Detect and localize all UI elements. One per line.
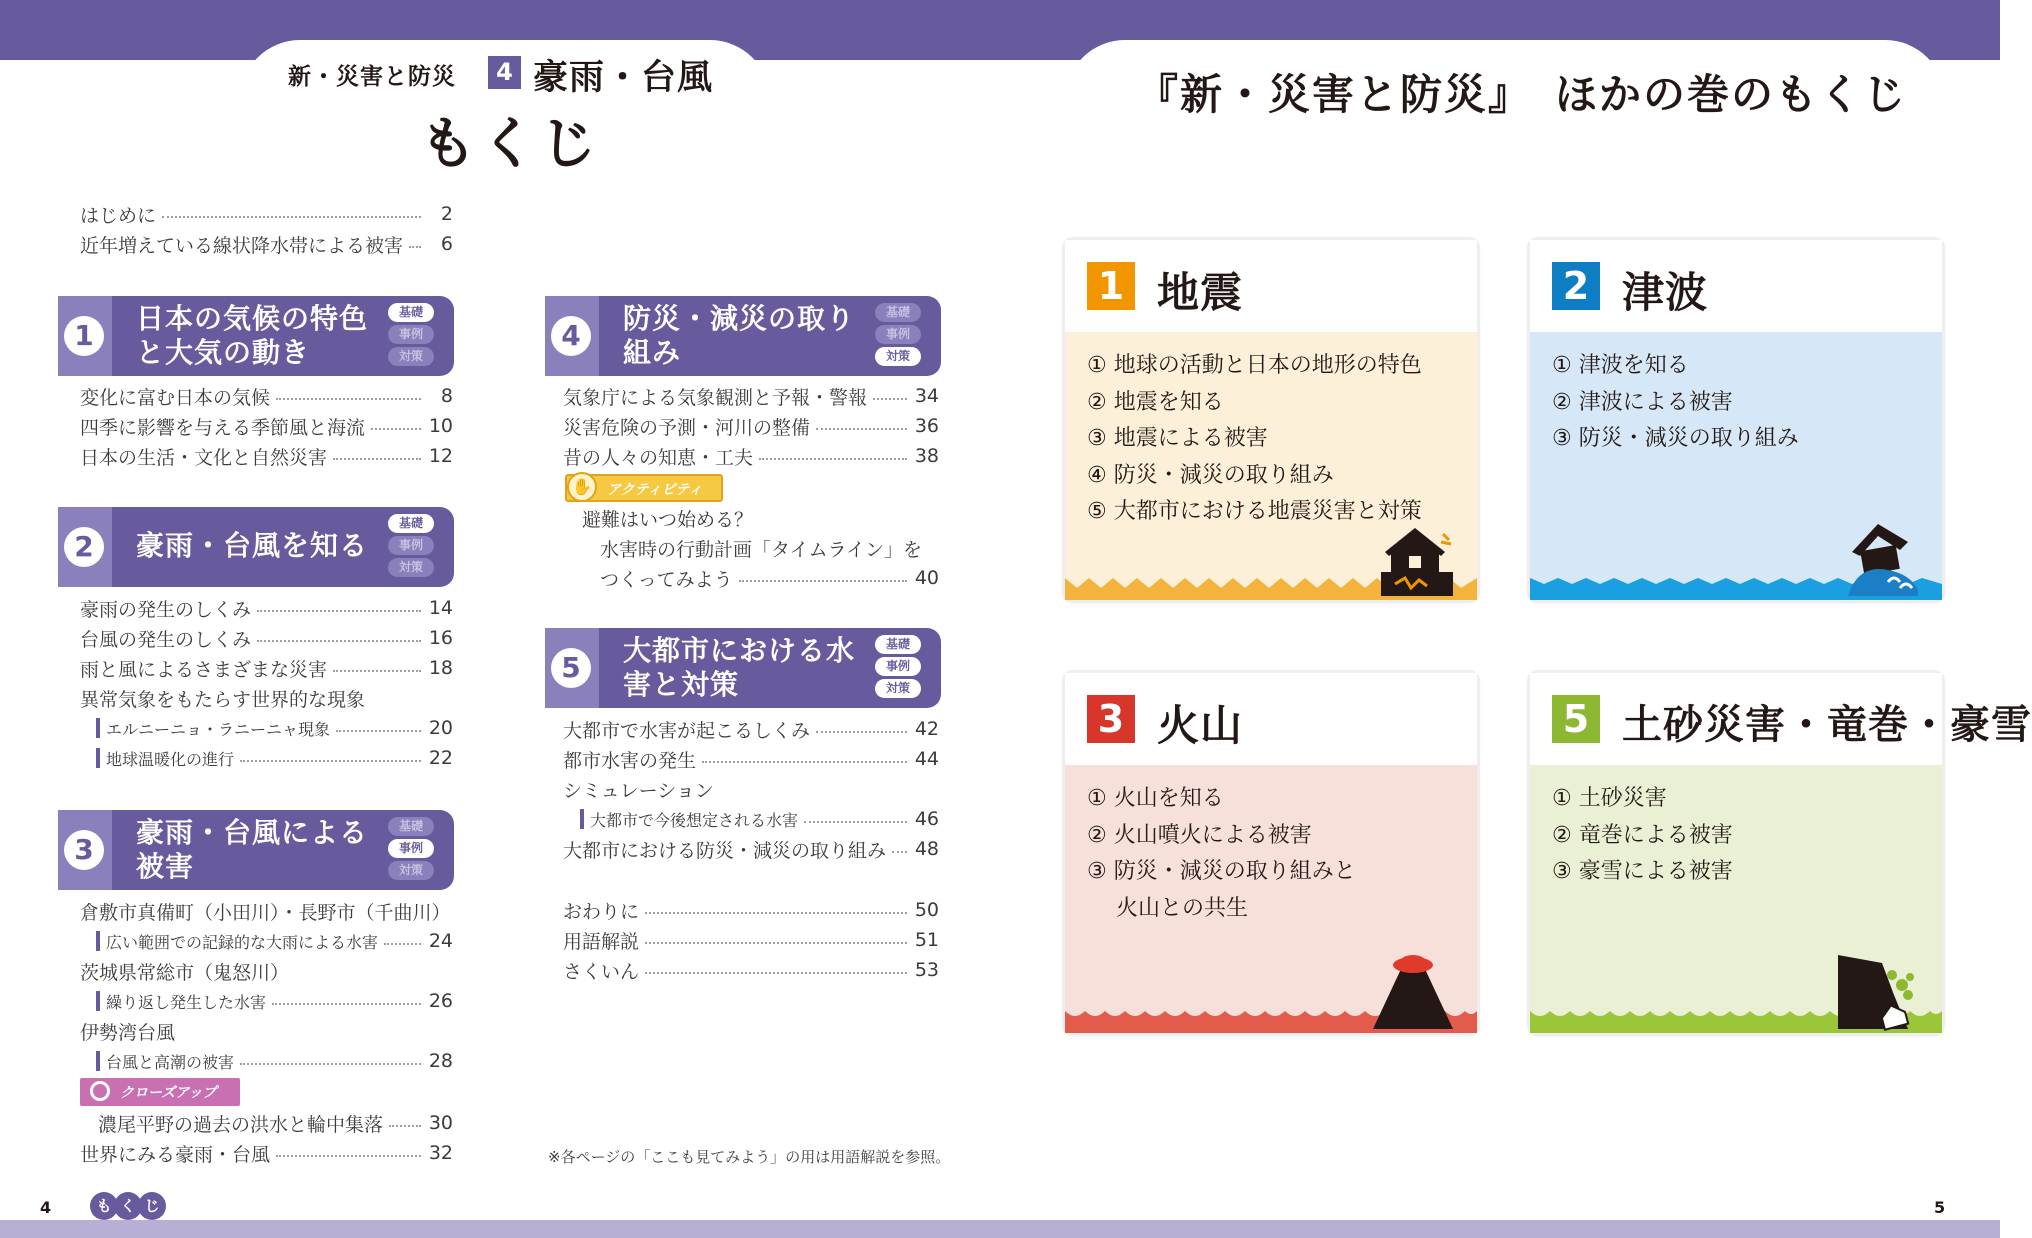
- chapter-2-header[interactable]: [58, 507, 454, 587]
- toc-entry[interactable]: 昔の人々の知恵・工夫 38: [563, 445, 939, 469]
- toc-entry[interactable]: 豪雨の発生のしくみ 14: [80, 597, 453, 621]
- volume-card-1[interactable]: [1065, 240, 1477, 600]
- chapter-tags: 基礎 事例 対策: [388, 817, 434, 883]
- chapter-3-header[interactable]: [58, 810, 454, 890]
- volcano-icon: [1373, 953, 1453, 1029]
- toc-entry[interactable]: 異常気象をもたらす世界的な現象: [80, 688, 366, 711]
- toc-entry[interactable]: 茨城県常総市（鬼怒川）: [80, 961, 290, 984]
- volume-card-3[interactable]: [1065, 673, 1477, 1033]
- volume-title: 津波: [1622, 268, 1709, 317]
- toc-entry[interactable]: 台風の発生のしくみ 16: [80, 627, 453, 651]
- hand-icon: ✋: [567, 472, 597, 502]
- volume-number: 3: [1087, 695, 1135, 743]
- chapter-number: 1: [64, 316, 104, 356]
- toc-entry[interactable]: 避難はいつ始める？: [582, 508, 754, 531]
- landslide-icon: [1838, 955, 1918, 1029]
- volume-title: 豪雨・台風: [533, 58, 714, 98]
- toc-entry[interactable]: 近年増えている線状降水帯による被害 6: [80, 233, 453, 257]
- toc-entry[interactable]: 大都市で水害が起こるしくみ 42: [563, 718, 939, 742]
- volume-number-badge: 4: [488, 56, 521, 89]
- page-number-left: 4: [40, 1198, 52, 1217]
- toc-subentry[interactable]: 台風と高潮の被害 28: [96, 1048, 453, 1074]
- toc-entry[interactable]: はじめに 2: [80, 203, 453, 227]
- chapter-title: 豪雨・台風を知る: [136, 529, 369, 562]
- tsunami-house-icon: [1848, 520, 1918, 596]
- chapter-title: 豪雨・台風による被害: [136, 816, 369, 883]
- toc-entry[interactable]: 大都市における防災・減災の取り組み 48: [563, 838, 939, 862]
- chapter-4-header[interactable]: [545, 296, 941, 376]
- volume-contents: ① 津波を知る ② 津波による被害 ③ 防災・減災の取り組み: [1552, 353, 1799, 451]
- moku-footer-label: も く じ: [90, 1192, 162, 1220]
- magnifier-icon: [90, 1081, 110, 1101]
- chapter-number: 4: [551, 316, 591, 356]
- toc-entry[interactable]: 濃尾平野の過去の洪水と輪中集落 30: [98, 1112, 453, 1136]
- volume-title: 地震: [1157, 268, 1244, 317]
- volume-number: 2: [1552, 262, 1600, 310]
- bottom-band: [0, 1220, 2000, 1238]
- volume-card-5[interactable]: [1530, 673, 2032, 1033]
- page-number-right: 5: [1934, 1198, 1946, 1217]
- footnote: ※各ページの「ここも見てみよう」の用は用語解説を参照。: [548, 1148, 951, 1166]
- other-volumes-heading: 『新・災害と防災』 ほかの巻のもくじ: [1136, 70, 1908, 119]
- toc-entry[interactable]: 倉敷市真備町（小田川）・長野市（千曲川）: [80, 901, 451, 924]
- volume-number: 1: [1087, 262, 1135, 310]
- volume-card-2[interactable]: [1530, 240, 1942, 600]
- chapter-title: 日本の気候の特色と大気の動き: [136, 302, 369, 369]
- toc-subentry[interactable]: エルニーニョ・ラニーニャ現象 20: [96, 715, 453, 741]
- chapter-title: 大都市における水害と対策: [623, 634, 856, 701]
- volume-title: 火山: [1157, 701, 1244, 750]
- toc-entry[interactable]: つくってみよう 40: [600, 567, 939, 591]
- volume-contents: ① 火山を知る ② 火山噴火による被害 ③ 防災・減災の取り組みと 火山との共生: [1087, 786, 1356, 921]
- toc-subentry[interactable]: 広い範囲での記録的な大雨による水害 24: [96, 928, 453, 954]
- volume-contents: ① 地球の活動と日本の地形の特色 ② 地震を知る ③ 地震による被害 ④ 防災・減災の取り組み ⑤ 大都市における地震災害と対策: [1087, 353, 1422, 524]
- chapter-number: 5: [551, 648, 591, 688]
- chapter-tags: 基礎 事例 対策: [875, 635, 921, 701]
- toc-entry[interactable]: 雨と風によるさまざまな災害 18: [80, 657, 453, 681]
- closeup-badge: クローズアップ: [80, 1078, 240, 1106]
- earthquake-house-icon: [1381, 526, 1453, 596]
- toc-entry[interactable]: さくいん 53: [563, 959, 939, 983]
- toc-subentry[interactable]: 繰り返し発生した水害 26: [96, 988, 453, 1014]
- volume-title: 土砂災害・竜巻・豪雪: [1622, 702, 2032, 748]
- volume-number: 5: [1552, 695, 1600, 743]
- series-name: 新・災害と防災: [288, 64, 456, 90]
- chapter-number: 3: [64, 830, 104, 870]
- chapter-1-header[interactable]: [58, 296, 454, 376]
- toc-entry[interactable]: 日本の生活・文化と自然災害 12: [80, 445, 453, 469]
- toc-entry[interactable]: 伊勢湾台風: [80, 1021, 176, 1044]
- toc-entry[interactable]: 水害時の行動計画「タイムライン」を: [600, 538, 923, 561]
- chapter-title: 防災・減災の取り組み: [623, 302, 856, 369]
- toc-entry[interactable]: おわりに 50: [563, 899, 939, 923]
- toc-subentry[interactable]: 地球温暖化の進行 22: [96, 745, 453, 771]
- activity-badge: ✋ アクティビティ: [565, 474, 723, 502]
- volume-contents: ① 土砂災害 ② 竜巻による被害 ③ 豪雪による被害: [1552, 786, 1733, 884]
- toc-entry[interactable]: 変化に富む日本の気候 8: [80, 385, 453, 409]
- chapter-tags: 基礎 事例 対策: [388, 514, 434, 580]
- toc-entry[interactable]: 都市水害の発生 44: [563, 748, 939, 772]
- toc-entry[interactable]: 四季に影響を与える季節風と海流 10: [80, 415, 453, 439]
- toc-entry[interactable]: 用語解説 51: [563, 929, 939, 953]
- toc-entry[interactable]: 災害危険の予測・河川の整備 36: [563, 415, 939, 439]
- chapter-number: 2: [64, 527, 104, 567]
- toc-entry[interactable]: 気象庁による気象観測と予報・警報 34: [563, 385, 939, 409]
- toc-entry[interactable]: シミュレーション: [563, 779, 714, 802]
- page-number: 6: [440, 233, 453, 255]
- toc-subentry[interactable]: 大都市で今後想定される水害 46: [580, 806, 939, 832]
- toc-entry[interactable]: 世界にみる豪雨・台風 32: [80, 1142, 453, 1166]
- toc-title: もくじ: [420, 112, 600, 177]
- chapter-tags: 基礎 事例 対策: [875, 303, 921, 369]
- page-number: 2: [440, 203, 453, 225]
- chapter-5-header[interactable]: [545, 628, 941, 708]
- chapter-tags: 基礎 事例 対策: [388, 303, 434, 369]
